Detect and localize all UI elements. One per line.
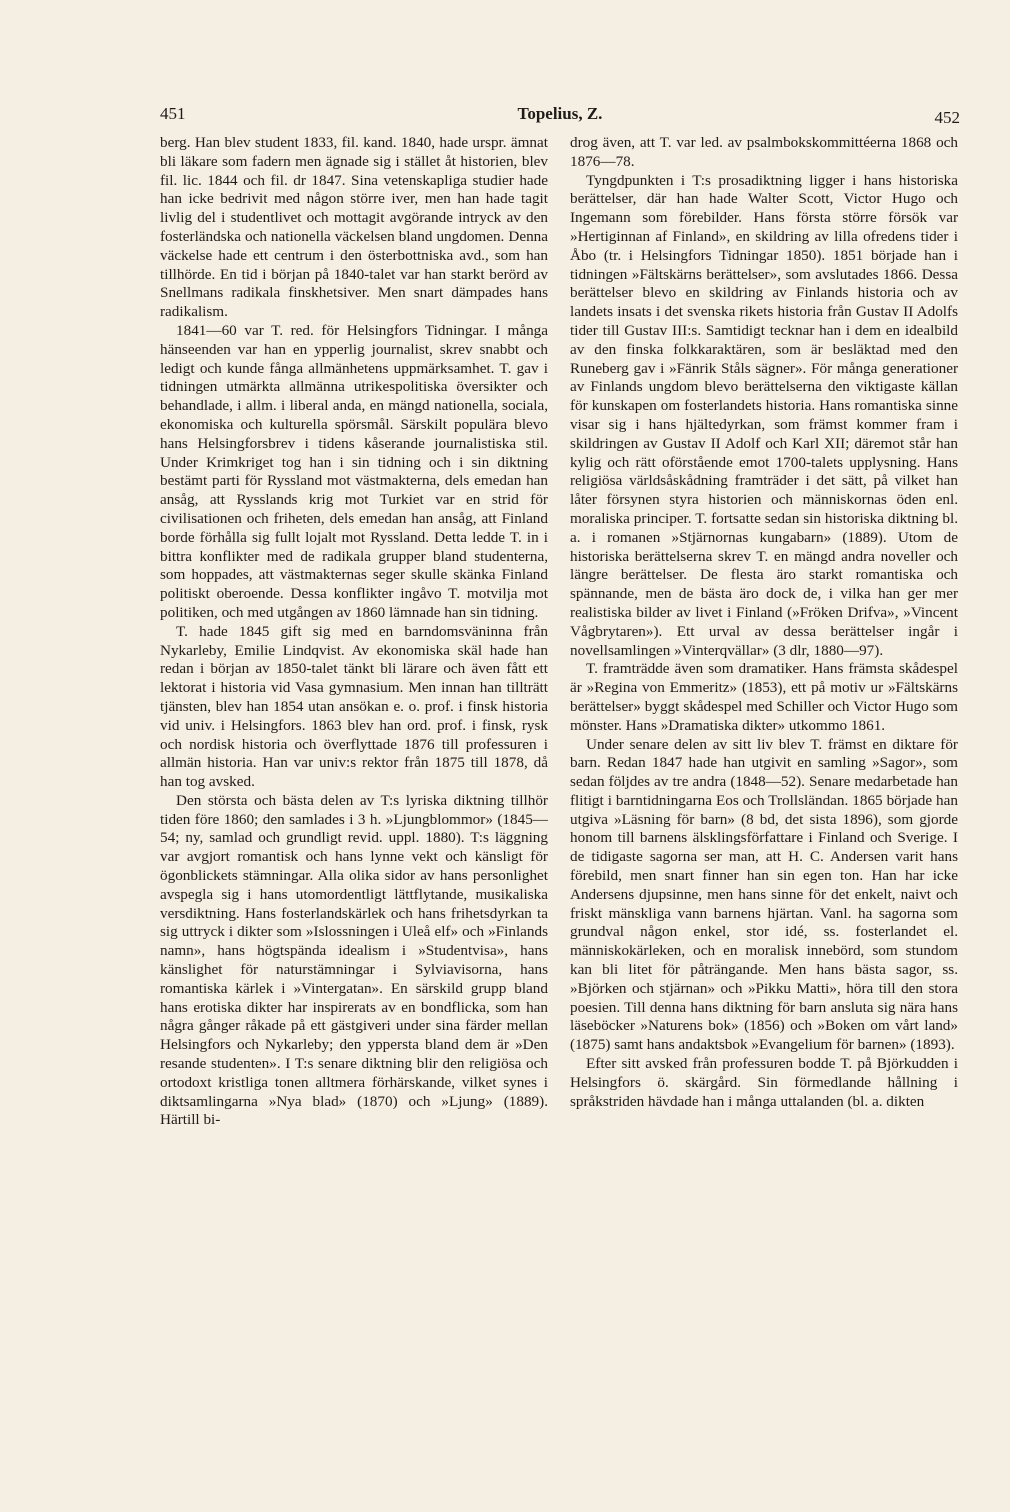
left-column — [160, 134, 548, 1130]
paragraph: Efter sitt avsked från professuren bodde T. på Björkudden i Helsingfors ö. skärgård. Sin förmedlande hållning i språkstriden hävdade han i många uttalanden (bl. a. dikten — [570, 1055, 958, 1110]
paragraph: 1841—60 var T. red. för Helsingfors Tidningar. I många hänseenden var han en ypperlig journalist, skrev snabbt och ledigt och kunde fånga allmänhetens uppmärksamhet. T. gav i tidningen utmärkta allmänna utrikespolitiska översikter och behandlade, i allm. i liberal anda, en mängd nationella, sociala, ekonomiska och kulturella spörsmål. Särskilt populära blevo hans Helsingforsbrev i tidens kåserande journalistiska stil. Under Krimkriget tog han i sin tidning och i sin diktning bestämt parti för Ryssland mot västmakterna, dels emedan han ansåg, att Rysslands krig mot Turkiet var en strid för civilisationen och friheten, dels emedan han ansåg, att Finland borde förhålla sig fullt lojalt mot Ryssland. Detta ledde T. in i bittra konflikter med de radikala grupper bland studenterna, som hoppades, att västmakternas seger skulle skänka Finland politiskt oberoende. Dessa konflikter ingåvo T. motvilja mot politiken, och med utgången av 1860 lämnade han sin tidning. — [160, 321, 548, 621]
paragraph: Den största och bästa delen av T:s lyriska diktning tillhör tiden före 1860; den samlades i 3 h. »Ljungblommor» (1845—54; ny, samlad och grundligt revid. uppl. 1880). T:s läggning var avgjort romantisk och hans lynne vekt och känsligt för ögonblickets stämningar. Alla olika sidor av hans personlighet avspegla sig i hans utomordentligt lättflytande, musikaliska versdiktning. Hans fosterlandskärlek och hans frihetsdyrkan ta sig uttryck i dikter som »Islossningen i Uleå elf» och »Finlands namn», hans högtspända idealism i »Studentvisa», hans känslighet för naturstämningar i Sylviavisorna, hans romantiska kärlek i »Vintergatan». En särskild grupp bland hans erotiska dikter har inspirerats av en bondflicka, som han några gånger råkade på ett gästgiveri under sina färder mellan Helsingfors och Nykarleby; den yppersta bland dem är »Den resande studenten». I T:s senare diktning blir den religiösa och ortodoxt kristliga tonen alltmera förhärskande, vilket synes i diktsamlingarna »Nya blad» (1870) och »Ljung» (1889). Härtill bi- — [160, 791, 548, 1129]
paragraph: berg. Han blev student 1833, fil. kand. 1840, hade urspr. ämnat bli läkare som fadern men ägnade sig i stället åt historien, blev fil. lic. 1844 och fil. dr 1847. Sina vetenskapliga studier hade han icke bedrivit med någon större iver, men han hade tagit livlig del i studentlivet och mottagit avgörande intryck av den fosterländska och nationella väckelsen bland ungdomen. Denna väckelse hade ett centrum i den österbottniska avd., som han tillhörde. En tid i början på 1840-talet var han starkt berörd av Snellmans radikala finskhetsiver. Men snart dämpades hans radikalism. — [160, 134, 548, 321]
paragraph: T. framträdde även som dramatiker. Hans främsta skådespel är »Regina von Emmeritz» (1853), ett på motiv ur »Fältskärns berättelser» byggt skådespel med Schiller och Victor Hugo som mönster. Hans »Dramatiska dikter» utkommo 1861. — [570, 660, 958, 734]
paragraph: T. hade 1845 gift sig med en barndomsväninna från Nykarleby, Emilie Lindqvist. Av ekonomiska skäl hade han redan i början av 1850-talet tänkt bli lärare och även fått ett lektorat i historia vid Vasa gymnasium. Men innan han tillträtt tjänsten, blev han 1854 utan ansökan e. o. prof. i finsk historia vid univ. i Helsingfors. 1863 blev han ord. prof. i finsk, rysk och nordisk historia och överflyttade 1876 till professuren i allmän historia. Han var univ:s rektor från 1875 till 1878, då han tog avsked. — [160, 622, 548, 791]
running-title: Topelius, Z. — [517, 104, 603, 123]
right-column — [570, 134, 958, 1111]
page-number-left: 451 — [160, 104, 186, 123]
page-number-right: 452 — [934, 108, 960, 127]
page-header — [160, 104, 960, 134]
paragraph: Tyngdpunkten i T:s prosadiktning ligger i hans historiska berättelser, där han hade Walter Scott, Victor Hugo och Ingemann som förebilder. Hans första större försök var »Hertiginnan af Finland», en skildring av lilla ofredens tider i Åbo (tr. i Helsingfors Tidningar 1850). 1851 började han i tidningen »Fältskärns berättelser», som avslutades 1866. Dessa berättelser blevo en skildring av Finlands historia och av landets insats i det svenska rikets historia från Gustav II Adolfs tider till Gustav III:s. Samtidigt tecknar han i dem en idealbild av den finska folkkaraktären, som är besläktad med den Runeberg gav i »Fänrik Ståls sägner». För många generationer av Finlands ungdom blevo berättelserna den viktigaste källan för kunskapen om fosterlandets historia. Hans romantiska sinne visar sig i hans hjältedyrkan, som främst kommer fram i skildringen av Gustav II Adolf och Karl XII; däremot står han kylig och rätt oförstående emot 1700-talets upplysning. Hans religiösa världsåskådning framträder i det sätt, på vilket han låter försynen styra historien och människornas öden enl. moraliska principer. T. fortsatte sedan sin historiska diktning bl. a. i romanen »Stjärnornas kungabarn» (1889). Utom de historiska berättelserna skrev T. en mängd andra noveller och längre berättelser. De flesta äro starkt romantiska och spännande, men de bästa äro dock de, i vilka han ger mer realistiska bilder av livet i Finland (»Fröken Drifva», »Vincent Vågbrytaren»). Ett urval av dessa berättelser ingår i novellsamlingen »Vinterqvällar» (3 dlr, 1880—97). — [570, 171, 958, 659]
paragraph: drog även, att T. var led. av psalmbokskommittéerna 1868 och 1876—78. — [570, 134, 958, 170]
paragraph: Under senare delen av sitt liv blev T. främst en diktare för barn. Redan 1847 hade han utgivit en samling »Sagor», som sedan följdes av tre andra (1848—52). Senare medarbetade han flitigt i barntidningarna Eos och Trollsländan. 1865 började han utgiva »Läsning för barn» (8 bd, det sista 1896), som gjorde honom till barnens älsklingsförfattare i Finland och Sverige. I de tidigaste sagorna ser man, att H. C. Andersen varit hans förebild, men snart finner han sin egen ton. Han har icke Andersens djupsinne, men hans sinne för det enkelt, naivt och friskt mänskliga vann barnens hjärtan. Vanl. ha sagorna som grundval någon enkel, stor idé, ss. fosterlandet el. människokärleken, och en moralisk innebörd, som stundom kan bli litet för påträngande. Men hans bästa sagor, ss. »Björken och stjärnan» och »Pikku Matti», höra till den stora poesien. Till denna hans diktning för barn ansluta sig nära hans läseböcker »Naturens bok» (1856) och »Boken om vårt land» (1875) samt hans andaktsbok »Evangelium för barnen» (1893). — [570, 735, 958, 1054]
